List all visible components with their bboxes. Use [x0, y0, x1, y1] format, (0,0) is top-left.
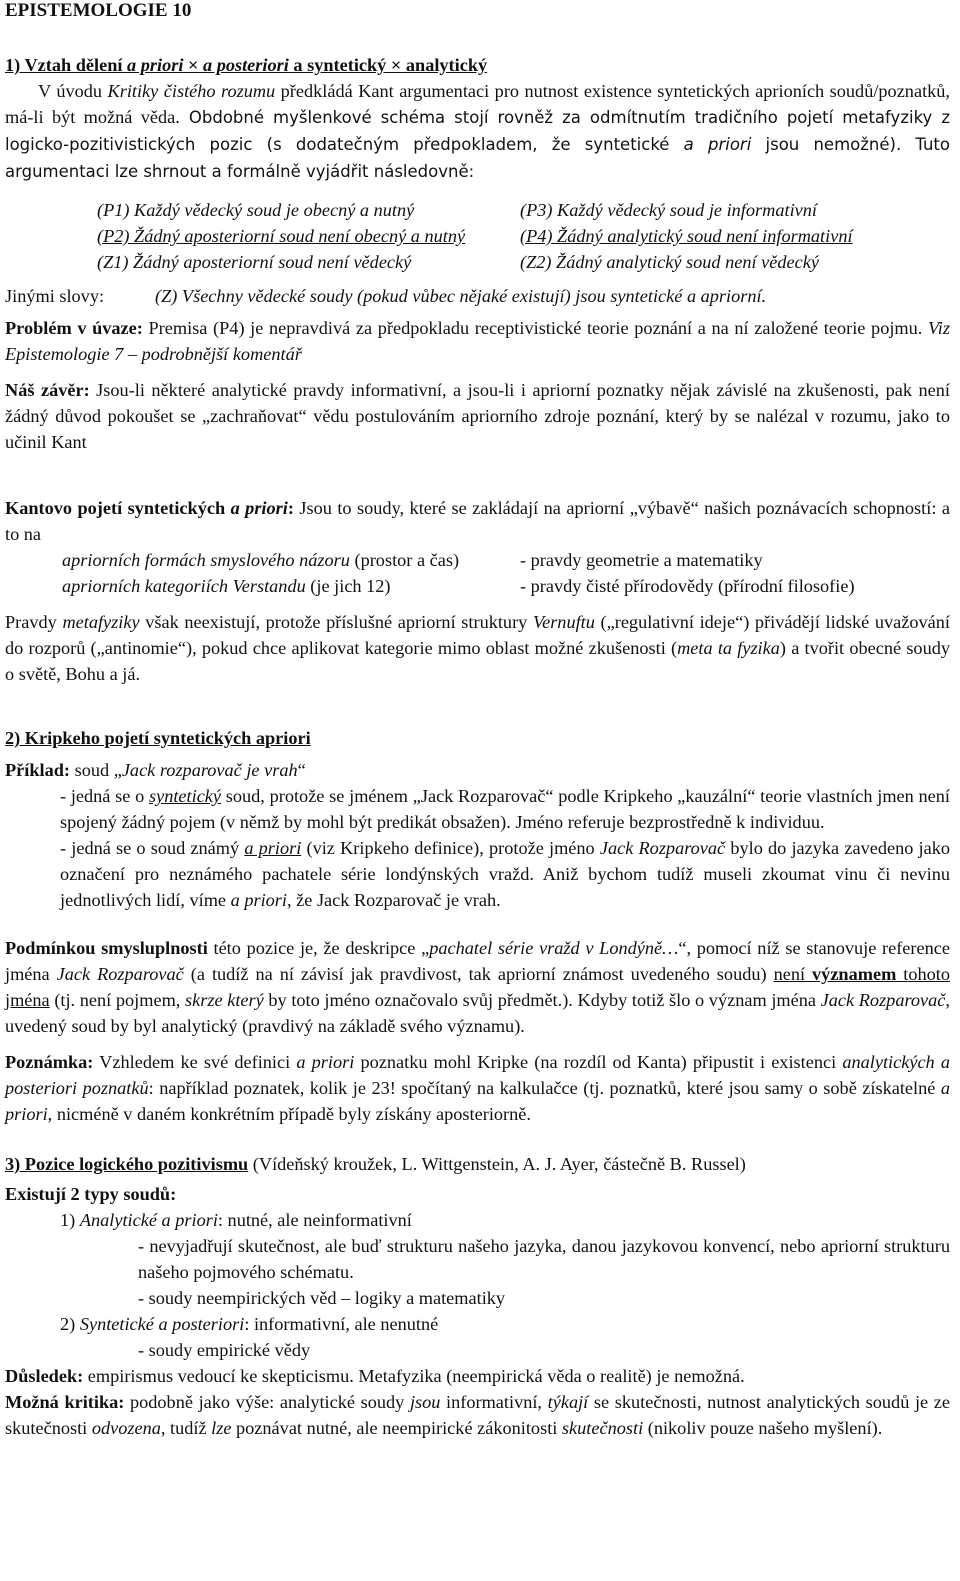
paragraph-problem: Problém v úvaze: Premisa (P4) je nepravdivá za předpokladu receptivistické teorie poznání a na ní založené teorie pojmu. Viz Epistemologie 7 – podrobnější komentář	[5, 318, 951, 364]
type-1-desc-2: - soudy neempirických věd – logiky a matematiky	[138, 1288, 506, 1308]
premise-p2: (P2) Žádný aposteriorní soud není obecný a nutný	[97, 226, 466, 246]
paragraph-note: Poznámka: Vzhledem ke své definici a priori poznatku mohl Kripke (na rozdíl od Kanta) připustit i existenci analytických a posteriori poznatků: například poznatek, kolik je 23! spočítaný na kalkulačce (tj. poznatků, které jsou samy o sobě získatelné a priori, nicméně v daném konkrétním případě byly získány aposteriorně.	[5, 1052, 951, 1124]
conclusion-z2: (Z2) Žádný analytický soud není vědecký	[520, 252, 819, 272]
type-1-desc-1: - nevyjadřují skutečnost, ale buď strukturu našeho jazyka, danou jazykovou konvencí, nebo apriorní strukturu našeho pojmového schématu.	[138, 1236, 950, 1282]
type-2-desc: - soudy empirické vědy	[138, 1340, 311, 1360]
conclusion-z-row	[5, 283, 950, 309]
types-label: Existují 2 typy soudů:	[5, 1184, 177, 1204]
premise-p1: (P1) Každý vědecký soud je obecný a nutný	[97, 200, 415, 220]
conclusions-row	[5, 249, 950, 275]
paragraph-metaphysics: Pravdy metafyziky však neexistují, protože příslušné apriorní struktury Vernuftu („regulativní ideje“) přivádějí lidské uvažování do rozporů („antinomie“), pokud chce aplikovat kategorie mimo oblast možné zkušenosti (meta ta fyzika) a tvořit obecné soudy o světě, Bohu a já.	[5, 612, 950, 684]
premise-p3: (P3) Každý vědecký soud je informativní	[520, 200, 817, 220]
section-1-heading: 1) Vztah dělení a priori × a posteriori a syntetický × analytický	[5, 55, 488, 75]
document-page	[5, 0, 950, 1441]
kant-categories-row: apriorních kategoriích Verstandu (je jich 12) - pravdy čisté přírodovědy (přírodní filosofie)	[62, 576, 855, 596]
paragraph-critique: Možná kritika: podobně jako výše: analytické soudy jsou informativní, týkají se skutečnosti, nutnost analytických soudů je ze skutečnosti odvozena, tudíž lze poznávat nutné, ale neempirické zákonitosti skutečnosti (nikoliv pouze našeho myšlení).	[5, 1392, 950, 1438]
section-2-heading: 2) Kripkeho pojetí syntetických apriori	[5, 728, 311, 748]
type-2: 2) Syntetické a posteriori: informativní, ale nenutné	[60, 1314, 439, 1334]
page-title: EPISTEMOLOGIE 10	[5, 0, 192, 21]
premises-row-1	[5, 197, 950, 223]
type-1: 1) Analytické a priori: nutné, ale neinformativní	[60, 1210, 412, 1230]
premises-row-2	[5, 223, 950, 249]
paragraph-conclusion: Náš závěr: Jsou-li některé analytické pravdy informativní, a jsou-li i apriorní poznatky nějak závislé na zkušenosti, pak není žádný důvod pokoušet se „zachraňovat“ vědu postulováním apriorního zdroje poznání, který by se nalézal v rozumu, jako to učinil Kant	[5, 380, 950, 452]
paragraph-consequence: Důsledek: empirismus vedoucí ke skepticismu. Metafyzika (neempirická věda o realitě) je nemožná.	[5, 1366, 745, 1386]
section-3-heading: 3) Pozice logického pozitivismu (Vídeňský kroužek, L. Wittgenstein, A. J. Ayer, částečně B. Russel)	[5, 1154, 746, 1174]
paragraph-example: Příklad: soud „Jack rozparovač je vrah“	[5, 760, 306, 780]
kant-forms-row: apriorních formách smyslového názoru (prostor a čas) - pravdy geometrie a matematiky	[62, 550, 763, 570]
premise-p4: (P4) Žádný analytický soud není informativní	[520, 226, 853, 246]
paragraph-kant-synthetic: Kantovo pojetí syntetických a priori: Jsou to soudy, které se zakládají na apriorní „výbavě“ našich poznávacích schopností: a to na	[5, 498, 950, 544]
paragraph-condition: Podmínkou smysluplnosti této pozice je, že deskripce „pachatel série vražd v Londýně…“, pomocí níž se stanovuje reference jména Jack Rozparovač (a tudíž na ní závisí jak pravdivost, tak apriorní známost uvedeného soudu) není významem tohoto jména (tj. není pojmem, skrze který by toto jméno označovalo svůj předmět.). Kdyby totiž šlo o význam jména Jack Rozparovač, uvedený soud by byl analytický (pravdivý na základě svého významu).	[5, 938, 951, 1036]
example-bullet-2: - jedná se o soud známý a priori (viz Kripkeho definice), protože jméno Jack Rozparovač bylo do jazyka zavedeno jako označení pro neznámého pachatele série londýnských vražd. Aniž bychom tudíž museli zkoumat vinu či nevinu jednotlivých lidí, víme a priori, že Jack Rozparovač je vrah.	[60, 838, 950, 910]
conclusion-z: (Z) Všechny vědecké soudy (pokud vůbec nějaké existují) jsou syntetické a apriorní.	[155, 286, 767, 306]
example-bullet-1: - jedná se o syntetický soud, protože se jménem „Jack Rozparovač“ podle Kripkeho „kauzální“ teorie vlastních jmen není spojený žádný pojem (v němž by mohl být predikát obsažen). Jméno referuje bezprostředně k individuu.	[60, 786, 951, 832]
jinymi-slovy-label: Jinými slovy:	[5, 286, 105, 306]
conclusion-z1: (Z1) Žádný aposteriorní soud není vědecký	[97, 252, 412, 272]
paragraph-kant-intro: V úvodu Kritiky čistého rozumu předkládá Kant argumentaci pro nutnost existence syntetických aprioních soudů/poznatků, má-li být možná věda. Obdobné myšlenkové schéma stojí rovněž za odmítnutím tradičního pojetí metafyziky z logicko-pozitivistických pozic (s dodatečným předpokladem, že syntetické a priori jsou nemožné). Tuto argumentaci lze shrnout a formálně vyjádřit následovně:	[5, 81, 950, 181]
